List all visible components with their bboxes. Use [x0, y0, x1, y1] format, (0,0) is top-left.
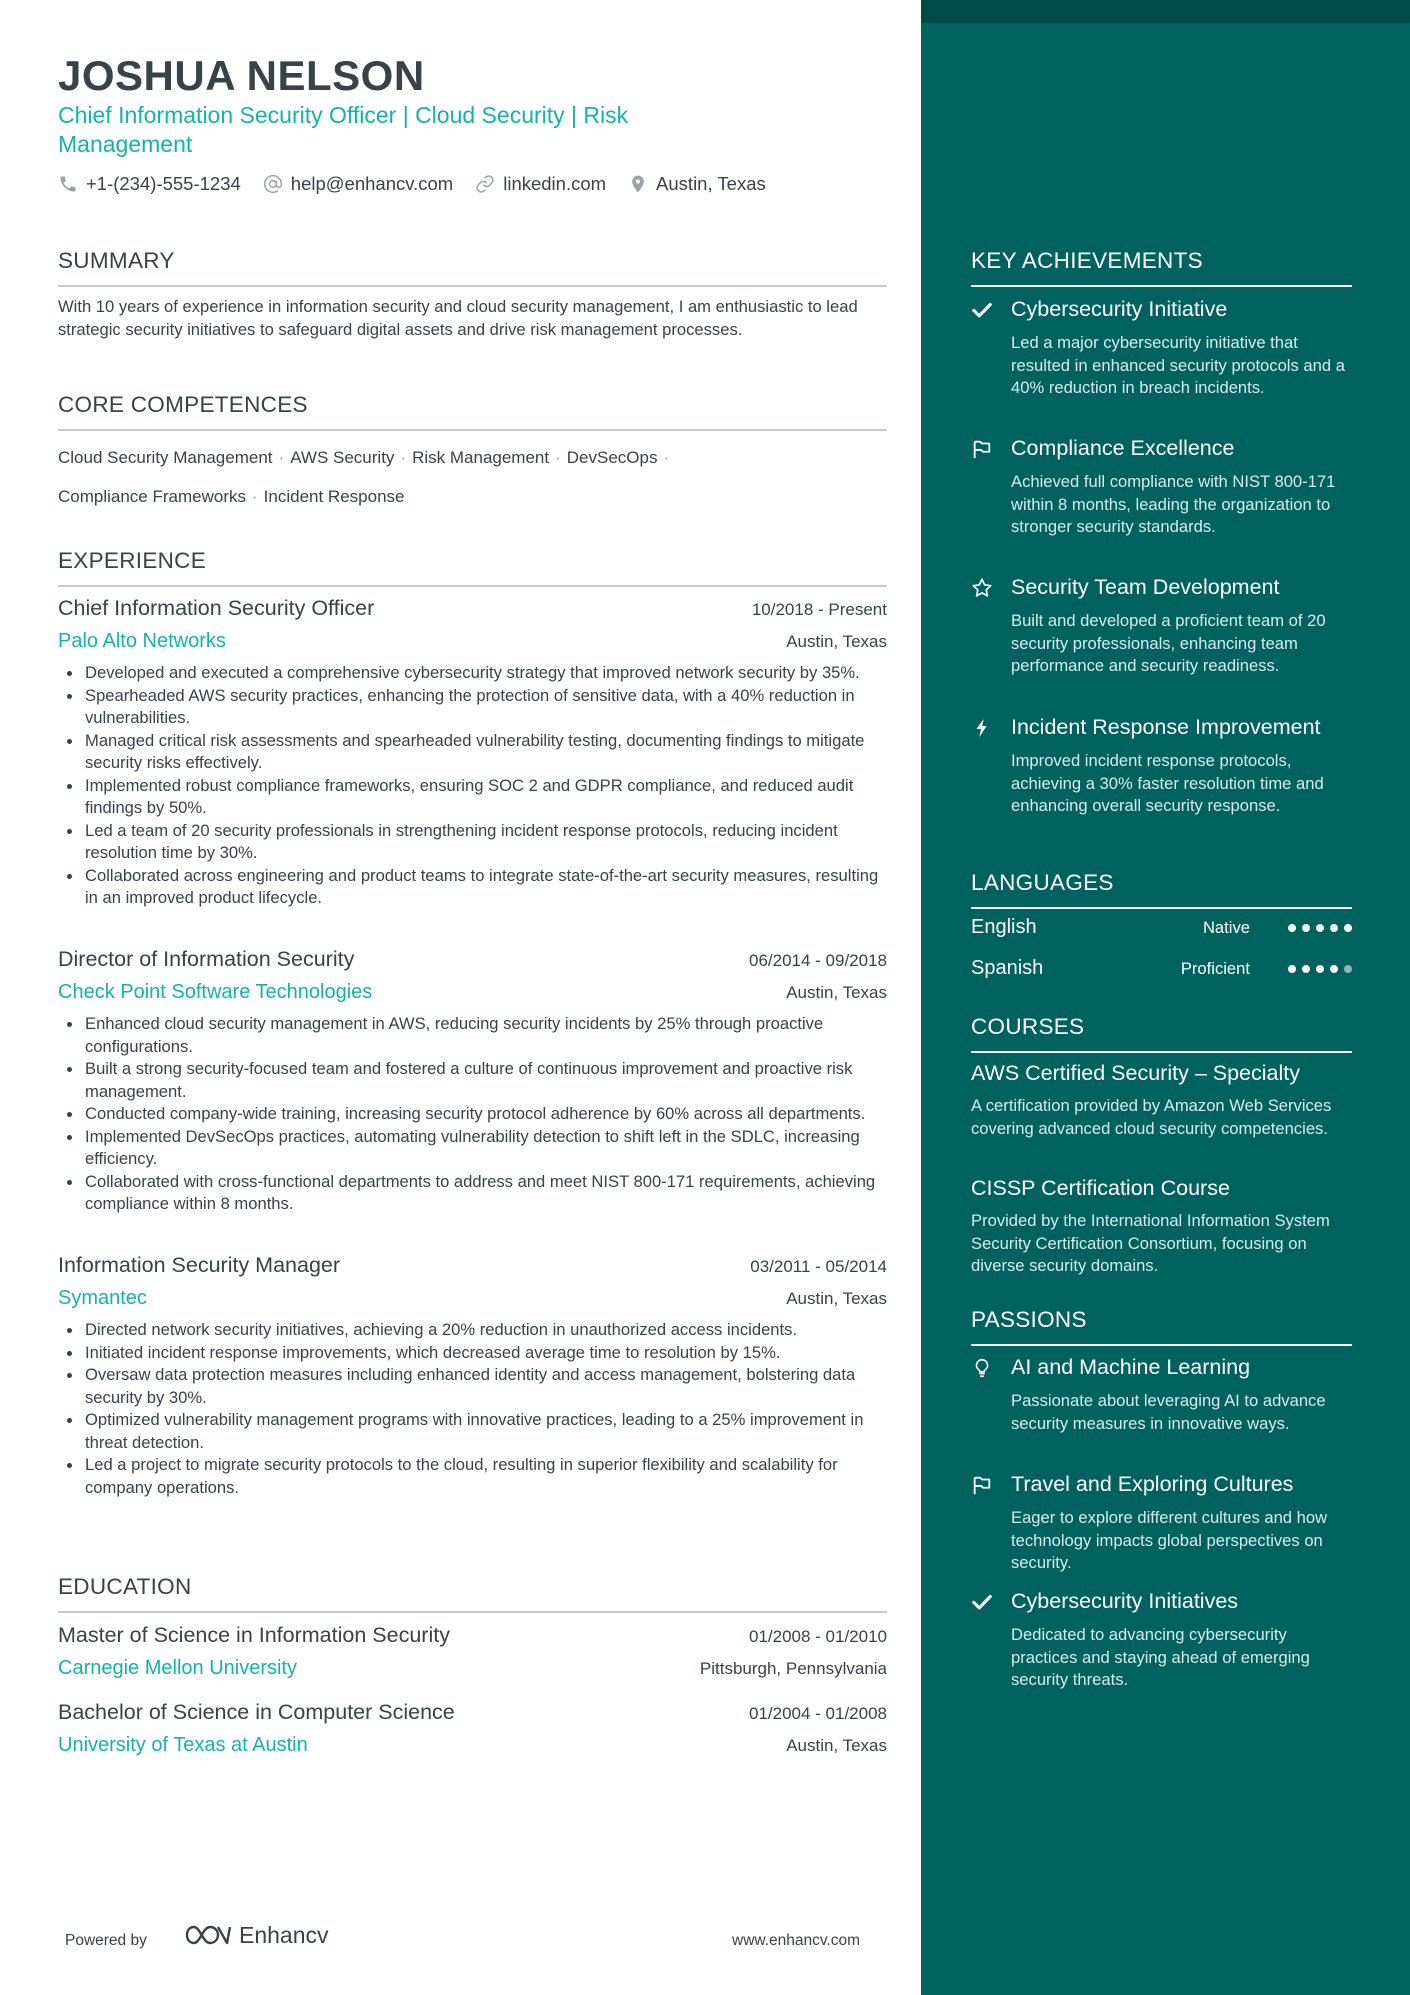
achievement-desc: Achieved full compliance with NIST 800-171 within 8 months, leading the organization to stronger security standards. [1011, 472, 1336, 536]
job-bullets [58, 662, 887, 910]
language-item [971, 916, 1352, 939]
achievement-item [971, 715, 1352, 818]
courses-heading: COURSES [971, 1014, 1352, 1053]
bolt-icon [971, 717, 993, 739]
rating-dot [1302, 965, 1310, 973]
bullet-item: Built a strong security-focused team and fostered a culture of continuous improvement and proactive risk management. [58, 1058, 887, 1103]
passion-item [971, 1472, 1352, 1575]
headline: Chief Information Security Officer | Cloud Security | Risk Management [58, 102, 629, 157]
powered-by-label: Powered by [65, 1932, 147, 1949]
location-text: Austin, Texas [656, 173, 766, 194]
flag-icon [971, 1474, 993, 1496]
school-name[interactable]: Carnegie Mellon University [58, 1657, 297, 1679]
language-rating [1282, 924, 1352, 932]
job-location: Austin, Texas [786, 983, 887, 1002]
school-location: Austin, Texas [786, 1736, 887, 1755]
course-item [971, 1176, 1352, 1278]
passion-title: AI and Machine Learning [1011, 1355, 1251, 1379]
rating-dot [1330, 965, 1338, 973]
passion-title: Travel and Exploring Cultures [1011, 1472, 1294, 1496]
job-bullets [58, 1319, 887, 1499]
education-entry [58, 1700, 887, 1757]
company-name[interactable]: Check Point Software Technologies [58, 981, 373, 1003]
bullet-item: Optimized vulnerability management programs with innovative practices, leading to a 25% improvement in threat detection. [58, 1409, 887, 1454]
language-level: Proficient [1180, 958, 1250, 978]
course-desc: A certification provided by Amazon Web Services covering advanced cloud security competencies. [971, 1096, 1332, 1138]
language-name: Spanish [971, 957, 1044, 979]
course-item [971, 1061, 1352, 1140]
achievement-desc: Built and developed a proficient team of 20 security professionals, enhancing team performance and security readiness. [1011, 611, 1326, 675]
skill-item: AWS Security [290, 448, 395, 467]
job-title: Chief Information Security Officer [58, 596, 375, 620]
course-title: CISSP Certification Course [971, 1176, 1230, 1200]
experience-heading: EXPERIENCE [58, 548, 887, 587]
education-dates: 01/2004 - 01/2008 [748, 1704, 887, 1723]
education-heading: EDUCATION [58, 1574, 887, 1613]
skill-item: Incident Response [263, 487, 405, 506]
achievement-desc: Led a major cybersecurity initiative that resulted in enhanced security protocols and a 40% reduction in breach incidents. [1011, 333, 1345, 397]
sidebar [921, 0, 1410, 1995]
candidate-name: JOSHUA NELSON [58, 52, 425, 99]
job-title: Director of Information Security [58, 947, 355, 971]
bullet-item: Led a team of 20 security professionals in strengthening incident response protocols, reducing incident resolution time by 30%. [58, 820, 887, 865]
rating-dot [1302, 924, 1310, 932]
link-icon [475, 174, 495, 194]
contact-phone[interactable] [58, 173, 241, 195]
phone-text: +1-(234)-555-1234 [86, 173, 241, 194]
summary-heading: SUMMARY [58, 248, 887, 287]
experience-entry [58, 596, 887, 910]
bullet-item: Collaborated across engineering and product teams to integrate state-of-the-art security measures, resulting in an improved product lifecycle. [58, 865, 887, 910]
passions-heading: PASSIONS [971, 1307, 1352, 1346]
sidebar-top-band [921, 0, 1410, 23]
job-bullets [58, 1013, 887, 1216]
company-name[interactable]: Palo Alto Networks [58, 630, 226, 652]
experience-entry [58, 947, 887, 1216]
language-rating [1282, 965, 1352, 973]
check-icon [971, 299, 993, 321]
achievement-title: Compliance Excellence [1011, 436, 1235, 460]
contact-email[interactable] [263, 173, 453, 195]
link-text: linkedin.com [503, 173, 607, 194]
languages-heading: LANGUAGES [971, 870, 1352, 909]
flag-icon [971, 438, 993, 460]
contact-location [628, 173, 766, 195]
achievement-title: Cybersecurity Initiative [1011, 297, 1228, 321]
bullet-item: Led a project to migrate security protocols to the cloud, resulting in superior flexibility and scalability for company operations. [58, 1454, 887, 1499]
skills-list: Cloud Security Management · AWS Security · Risk Management · DevSecOps · Compliance Frameworks · Incident Response [58, 448, 670, 506]
bullet-item: Oversaw data protection measures including enhanced identity and access management, bolstering data security by 30%. [58, 1364, 887, 1409]
location-pin-icon [628, 174, 648, 194]
bullet-item: Conducted company-wide training, increasing security protocol adherence by 60% across all departments. [58, 1103, 887, 1126]
school-name[interactable]: University of Texas at Austin [58, 1734, 308, 1756]
degree-title: Master of Science in Information Security [58, 1623, 450, 1647]
bullet-item: Directed network security initiatives, achieving a 20% reduction in unauthorized access incidents. [58, 1319, 887, 1342]
passion-desc: Passionate about leveraging AI to advance security measures in innovative ways. [1011, 1391, 1326, 1433]
achievement-title: Incident Response Improvement [1011, 715, 1321, 739]
competences-heading: CORE COMPETENCES [58, 392, 887, 431]
education-dates: 01/2008 - 01/2010 [748, 1627, 887, 1646]
enhancv-logo-icon [183, 1921, 231, 1949]
email-text: help@enhancv.com [290, 173, 454, 194]
bullet-item: Enhanced cloud security management in AWS, reducing security incidents by 25% through proactive configurations. [58, 1013, 887, 1058]
rating-dot [1288, 965, 1296, 973]
achievement-item [971, 436, 1352, 539]
achievement-desc: Improved incident response protocols, achieving a 30% faster resolution time and enhancing overall security response. [1011, 751, 1324, 815]
bullet-item: Implemented DevSecOps practices, automating vulnerability detection to shift left in the SDLC, increasing efficiency. [58, 1126, 887, 1171]
job-dates: 03/2011 - 05/2014 [750, 1257, 887, 1276]
language-item [971, 957, 1352, 980]
skill-item: DevSecOps [566, 448, 658, 467]
bullet-item: Initiated incident response improvements, which decreased average time to resolution by 15%. [58, 1342, 887, 1365]
rating-dot [1316, 924, 1324, 932]
rating-dot [1330, 924, 1338, 932]
school-location: Pittsburgh, Pennsylvania [699, 1659, 887, 1678]
bullet-item: Developed and executed a comprehensive cybersecurity strategy that improved network security by 35%. [58, 662, 887, 685]
bullet-item: Collaborated with cross-functional departments to address and meet NIST 800-171 requirements, achieving compliance within 8 months. [58, 1171, 887, 1216]
job-title: Information Security Manager [58, 1253, 341, 1277]
at-icon [263, 174, 283, 194]
company-name[interactable]: Symantec [58, 1287, 147, 1309]
bullet-item: Spearheaded AWS security practices, enhancing the protection of sensitive data, with a 40% reduction in vulnerabilities. [58, 685, 887, 730]
passion-item [971, 1355, 1352, 1435]
course-desc: Provided by the International Information System Security Certification Consortium, focusing on diverse security domains. [971, 1211, 1330, 1275]
job-location: Austin, Texas [786, 1289, 887, 1308]
enhancv-logo[interactable] [183, 1921, 329, 1949]
skill-item: Cloud Security Management [58, 448, 273, 467]
passion-desc: Eager to explore different cultures and how technology impacts global perspectives on security. [1011, 1508, 1328, 1572]
achievement-item [971, 575, 1352, 678]
contact-bar [58, 173, 788, 195]
contact-link[interactable] [475, 173, 606, 195]
bullet-item: Implemented robust compliance frameworks, ensuring SOC 2 and GDPR compliance, and reduced audit findings by 50%. [58, 775, 887, 820]
passion-title: Cybersecurity Initiatives [1011, 1589, 1239, 1613]
job-dates: 10/2018 - Present [751, 600, 887, 619]
passion-desc: Dedicated to advancing cybersecurity practices and staying ahead of emerging security threats. [1011, 1625, 1310, 1689]
bullet-item: Managed critical risk assessments and spearheaded vulnerability testing, documenting findings to mitigate security risks effectively. [58, 730, 887, 775]
language-name: English [971, 916, 1037, 938]
rating-dot [1344, 965, 1352, 973]
summary-text: With 10 years of experience in information security and cloud security management, I am enthusiastic to lead strategic security initiatives to safeguard digital assets and drive risk management processes. [58, 297, 858, 339]
skill-item: Compliance Frameworks [58, 487, 246, 506]
rating-dot [1288, 924, 1296, 932]
achievement-item [971, 297, 1352, 400]
enhancv-logo-text: Enhancv [239, 1921, 329, 1948]
achievements-heading: KEY ACHIEVEMENTS [971, 248, 1352, 287]
achievement-title: Security Team Development [1011, 575, 1280, 599]
star-icon [971, 577, 993, 599]
skill-item: Risk Management [412, 448, 550, 467]
language-level: Native [1202, 917, 1250, 937]
lightbulb-icon [971, 1357, 993, 1379]
job-location: Austin, Texas [786, 632, 887, 651]
education-entry [58, 1623, 887, 1680]
footer-url[interactable]: www.enhancv.com [732, 1932, 861, 1949]
check-icon [971, 1591, 993, 1613]
job-dates: 06/2014 - 09/2018 [748, 951, 887, 970]
course-title: AWS Certified Security – Specialty [971, 1061, 1300, 1085]
rating-dot [1344, 924, 1352, 932]
degree-title: Bachelor of Science in Computer Science [58, 1700, 455, 1724]
phone-icon [58, 174, 78, 194]
passion-item [971, 1589, 1352, 1692]
experience-entry [58, 1253, 887, 1499]
rating-dot [1316, 965, 1324, 973]
